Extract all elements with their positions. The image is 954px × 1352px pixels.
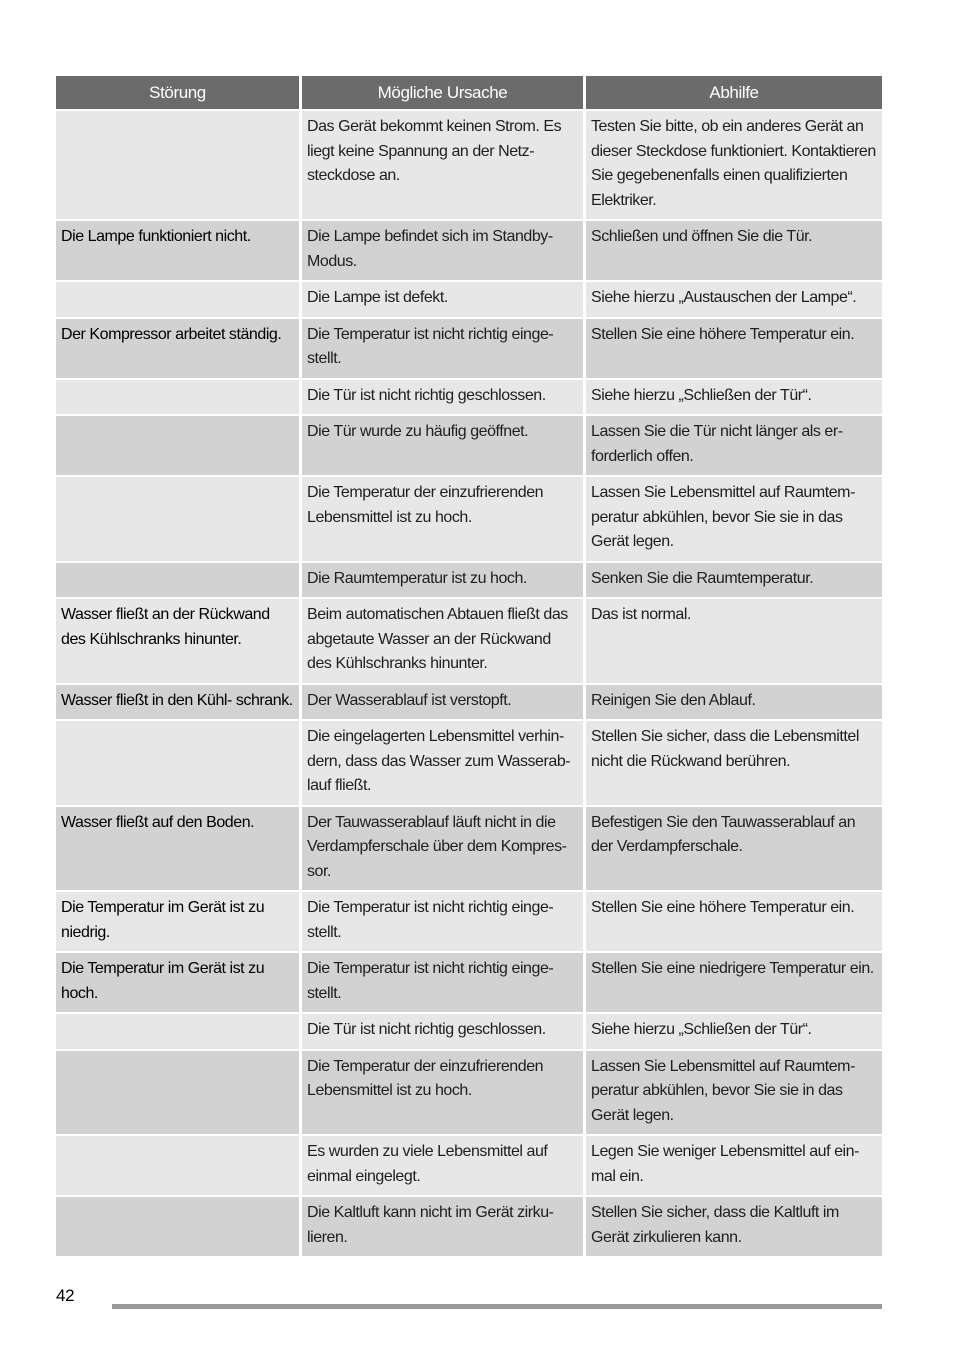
cause-cell: Es wurden zu viele Lebensmittel auf einmal eingelegt. xyxy=(302,1136,586,1197)
problem-cell xyxy=(56,282,302,319)
problem-cell xyxy=(56,1197,302,1258)
problem-cell xyxy=(56,477,302,563)
table-row xyxy=(56,1136,882,1197)
table-header-row xyxy=(56,76,882,111)
cause-cell: Die Tür ist nicht richtig geschlossen. xyxy=(302,380,586,417)
cause-cell: Das Gerät bekommt keinen Strom. Es liegt keine Spannung an der Netz- steckdose an. xyxy=(302,111,586,221)
problem-cell xyxy=(56,721,302,807)
cause-cell: Der Wasserablauf ist verstopft. xyxy=(302,685,586,722)
table-row xyxy=(56,807,882,893)
problem-cell: Wasser fließt an der Rückwand des Kühlschranks hinunter. xyxy=(56,599,302,685)
table-row xyxy=(56,111,882,221)
table-row xyxy=(56,282,882,319)
remedy-cell: Lassen Sie Lebensmittel auf Raumtem- peratur abkühlen, bevor Sie sie in das Gerät legen. xyxy=(586,1051,882,1137)
problem-cell: Der Kompressor arbeitet ständig. xyxy=(56,319,302,380)
problem-cell xyxy=(56,1014,302,1051)
header-stoerung: Störung xyxy=(56,76,302,111)
remedy-cell: Siehe hierzu „Schließen der Tür“. xyxy=(586,380,882,417)
problem-cell: Wasser fließt in den Kühl- schrank. xyxy=(56,685,302,722)
remedy-cell: Siehe hierzu „Schließen der Tür“. xyxy=(586,1014,882,1051)
table-row xyxy=(56,416,882,477)
table-row xyxy=(56,477,882,563)
table-row xyxy=(56,380,882,417)
remedy-cell: Stellen Sie sicher, dass die Kaltluft im Gerät zirkulieren kann. xyxy=(586,1197,882,1258)
cause-cell: Die Lampe befindet sich im Standby- Modus. xyxy=(302,221,586,282)
table-row xyxy=(56,685,882,722)
problem-cell xyxy=(56,416,302,477)
remedy-cell: Schließen und öffnen Sie die Tür. xyxy=(586,221,882,282)
remedy-cell: Stellen Sie sicher, dass die Lebensmittel nicht die Rückwand berühren. xyxy=(586,721,882,807)
cause-cell: Die Temperatur der einzufrierenden Lebensmittel ist zu hoch. xyxy=(302,477,586,563)
cause-cell: Die Temperatur ist nicht richtig einge- stellt. xyxy=(302,319,586,380)
header-abhilfe: Abhilfe xyxy=(586,76,882,111)
problem-cell: Die Lampe funktioniert nicht. xyxy=(56,221,302,282)
cause-cell: Die Tür wurde zu häufig geöffnet. xyxy=(302,416,586,477)
cause-cell: Die Lampe ist defekt. xyxy=(302,282,586,319)
table-row xyxy=(56,1014,882,1051)
remedy-cell: Senken Sie die Raumtemperatur. xyxy=(586,563,882,600)
table-row xyxy=(56,721,882,807)
table-row xyxy=(56,892,882,953)
problem-cell xyxy=(56,111,302,221)
cause-cell: Die Tür ist nicht richtig geschlossen. xyxy=(302,1014,586,1051)
remedy-cell: Befestigen Sie den Tauwasserablauf an der Verdampferschale. xyxy=(586,807,882,893)
table-row xyxy=(56,319,882,380)
table-row xyxy=(56,1197,882,1258)
remedy-cell: Siehe hierzu „Austauschen der Lampe“. xyxy=(586,282,882,319)
remedy-cell: Lassen Sie Lebensmittel auf Raumtem- peratur abkühlen, bevor Sie sie in das Gerät legen. xyxy=(586,477,882,563)
table-row xyxy=(56,1051,882,1137)
problem-cell xyxy=(56,1136,302,1197)
problem-cell: Die Temperatur im Gerät ist zu niedrig. xyxy=(56,892,302,953)
cause-cell: Die Kaltluft kann nicht im Gerät zirku- lieren. xyxy=(302,1197,586,1258)
table-row xyxy=(56,599,882,685)
remedy-cell: Testen Sie bitte, ob ein anderes Gerät an dieser Steckdose funktioniert. Kontaktieren Sie gegebenenfalls einen qualifizierten Elektriker. xyxy=(586,111,882,221)
table-row xyxy=(56,563,882,600)
remedy-cell: Lassen Sie die Tür nicht länger als er- forderlich offen. xyxy=(586,416,882,477)
remedy-cell: Das ist normal. xyxy=(586,599,882,685)
footer-rule xyxy=(112,1304,882,1309)
cause-cell: Die eingelagerten Lebensmittel verhin- dern, dass das Wasser zum Wasserab- lauf fließt. xyxy=(302,721,586,807)
problem-cell xyxy=(56,563,302,600)
troubleshooting-table xyxy=(56,76,882,1258)
header-moegliche-ursache: Mögliche Ursache xyxy=(302,76,586,111)
problem-cell: Wasser fließt auf den Boden. xyxy=(56,807,302,893)
problem-cell xyxy=(56,1051,302,1137)
cause-cell: Beim automatischen Abtauen fließt das abgetaute Wasser an der Rückwand des Kühlschranks hinunter. xyxy=(302,599,586,685)
cause-cell: Die Raumtemperatur ist zu hoch. xyxy=(302,563,586,600)
page-number: 42 xyxy=(56,1286,75,1305)
remedy-cell: Stellen Sie eine niedrigere Temperatur ein. xyxy=(586,953,882,1014)
problem-cell xyxy=(56,380,302,417)
remedy-cell: Stellen Sie eine höhere Temperatur ein. xyxy=(586,319,882,380)
cause-cell: Die Temperatur ist nicht richtig einge- stellt. xyxy=(302,953,586,1014)
table-row xyxy=(56,221,882,282)
remedy-cell: Legen Sie weniger Lebensmittel auf ein- mal ein. xyxy=(586,1136,882,1197)
remedy-cell: Stellen Sie eine höhere Temperatur ein. xyxy=(586,892,882,953)
remedy-cell: Reinigen Sie den Ablauf. xyxy=(586,685,882,722)
cause-cell: Die Temperatur der einzufrierenden Lebensmittel ist zu hoch. xyxy=(302,1051,586,1137)
cause-cell: Die Temperatur ist nicht richtig einge- stellt. xyxy=(302,892,586,953)
table-row xyxy=(56,953,882,1014)
cause-cell: Der Tauwasserablauf läuft nicht in die Verdampferschale über dem Kompres- sor. xyxy=(302,807,586,893)
problem-cell: Die Temperatur im Gerät ist zu hoch. xyxy=(56,953,302,1014)
